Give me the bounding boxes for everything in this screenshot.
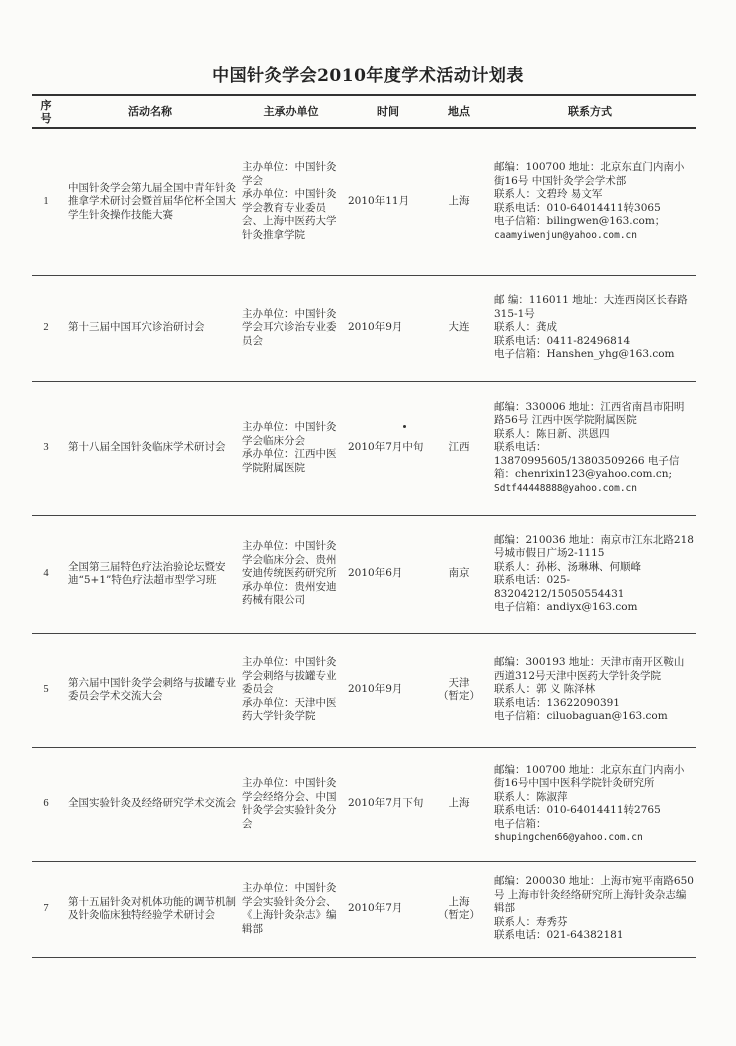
organizer: 主办单位：中国针灸学会耳穴诊治专业委员会 [240,275,342,381]
activity-time: 2010年7月下旬 [342,747,434,861]
header-place: 地点 [434,95,484,128]
contact-line: 电子信箱： [494,817,547,830]
activity-place: 上海 [434,747,484,861]
activity-name: 第十五届针灸对机体功能的调节机制及针灸临床独特经验学术研讨会 [60,861,240,957]
contact-line: 联系人：郭 义 陈泽林 [494,683,596,696]
contact-line: 邮 编：116011 地址：大连西岗区长春路315-1号 [494,294,688,320]
contact-line: 联系电话：025-83204212/15050554431 [494,574,625,600]
table-header-row [32,95,696,128]
contact-line: 联系电话：021-64382181 [494,929,624,942]
contact-info [484,861,696,957]
table-row [32,861,696,957]
header-name: 活动名称 [60,95,240,128]
contact-line: 电子信箱：Hanshen_yhg@163.com [494,348,675,361]
activity-place: 天津 （暂定） [434,633,484,747]
organizer: 主办单位：中国针灸学会实验针灸分会、《上海针灸杂志》编辑部 [240,861,342,957]
contact-line: 联系电话：0411-82496814 [494,334,631,347]
contact-info [484,381,696,515]
activity-time: 2010年7月 [342,861,434,957]
contact-line: 邮编：100700 地址：北京东直门内南小街16号中国中医科学院针灸研究所 [494,763,685,789]
contact-line: 邮编：330006 地址：江西省南昌市阳明路56号 江西中医学院附属医院 [494,400,685,427]
activity-time: 2010年7月中旬 [342,381,434,515]
contact-line: 联系电话：010-64014411转3065 [494,201,661,214]
table-row [32,275,696,381]
contact-info [484,128,696,275]
organizer: 主办单位：中国针灸学会刺络与拔罐专业委员会 承办单位：天津中医药大学针灸学院 [240,633,342,747]
activity-place: 大连 [434,275,484,381]
row-number: 6 [32,747,60,861]
header-contact: 联系方式 [484,95,696,128]
table-row [32,747,696,861]
activity-name: 第十三届中国耳穴诊治研讨会 [60,275,240,381]
activity-name: 全国实验针灸及经络研究学术交流会 [60,747,240,861]
contact-line: 联系人：文碧玲 易文军 [494,188,603,201]
activity-time: 2010年9月 [342,633,434,747]
activity-time: 2010年9月 [342,275,434,381]
organizer: 主办单位：中国针灸学会经络分会、中国针灸学会实验针灸分会 [240,747,342,861]
contact-line: 邮编：200030 地址：上海市宛平南路650号 上海市针灸经络研究所上海针灸杂志编辑部 [494,875,694,915]
activity-name: 全国第三届特色疗法治验论坛暨安迪“5+1”特色疗法超市型学习班 [60,515,240,633]
row-number: 1 [32,128,60,275]
contact-line: 电子信箱：bilingwen@163.com； [494,215,666,228]
contact-info [484,275,696,381]
activity-plan-table [32,94,696,958]
activity-place: 江西 [434,381,484,515]
contact-line: 邮编：300193 地址：天津市南开区鞍山西道312号天津中医药大学针灸学院 [494,656,685,682]
scan-speck [403,425,406,428]
contact-line: shupingchen66@yahoo.com.cn [494,832,643,843]
header-org: 主承办单位 [240,95,342,128]
table-row [32,128,696,275]
contact-line: caamyiwenjun@yahoo.com.cn [494,229,637,241]
contact-line: 联系人：陈淑萍 [494,790,568,803]
contact-info [484,747,696,861]
organizer: 主办单位：中国针灸学会临床分会、贵州安迪传统医药研究所 承办单位：贵州安迪药械有限公司 [240,515,342,633]
contact-line: 联系人：陈日新、洪恩四 [494,427,610,440]
table-row [32,633,696,747]
contact-line: 联系人：孙彬、汤琳琳、何顺峰 [494,560,641,573]
activity-name: 第十八届全国针灸临床学术研讨会 [60,381,240,515]
contact-line: 联系人：寿秀芬 [494,915,568,928]
contact-info [484,515,696,633]
contact-line: 邮编：100700 地址：北京东直门内南小街16号 中国针灸学会学术部 [494,161,685,187]
header-time: 时间 [342,95,434,128]
row-number: 4 [32,515,60,633]
row-number: 3 [32,381,60,515]
activity-place: 上海 [434,128,484,275]
contact-line: 电子信箱：andiyx@163.com [494,601,638,613]
contact-line: 联系电话：13870995605/13803509266 电子信箱：chenrixin123@yahoo.com.cn; [494,441,680,481]
row-number: 5 [32,633,60,747]
activity-place: 上海 （暂定） [434,861,484,957]
page-title: 中国针灸学会2010年度学术活动计划表 [212,66,524,86]
contact-info [484,633,696,747]
contact-line: 电子信箱：ciluobaguan@163.com [494,710,668,723]
table-row [32,381,696,515]
table-body [32,128,696,957]
table-row [32,515,696,633]
activity-name: 第六届中国针灸学会刺络与拔罐专业委员会学术交流大会 [60,633,240,747]
contact-line: 联系电话：010-64014411转2765 [494,804,661,816]
contact-line: 邮编：210036 地址：南京市江东北路218号城市假日广场2-1115 [494,533,694,559]
activity-place: 南京 [434,515,484,633]
organizer: 主办单位：中国针灸学会临床分会 承办单位：江西中医学院附属医院 [240,381,342,515]
contact-line: Sdtf44448888@yahoo.com.cn [494,482,637,494]
contact-line: 联系人：龚成 [494,321,557,334]
row-number: 2 [32,275,60,381]
header-no: 序 号 [32,95,60,128]
contact-line: 联系电话：13622090391 [494,696,620,709]
row-number: 7 [32,861,60,957]
activity-time: 2010年6月 [342,515,434,633]
organizer: 主办单位：中国针灸学会 承办单位：中国针灸学会教育专业委员会、上海中医药大学针灸推拿学院 [240,128,342,275]
activity-time: 2010年11月 [342,128,434,275]
activity-name: 中国针灸学会第九届全国中青年针灸推拿学术研讨会暨首届华佗杯全国大学生针灸操作技能大赛 [60,128,240,275]
